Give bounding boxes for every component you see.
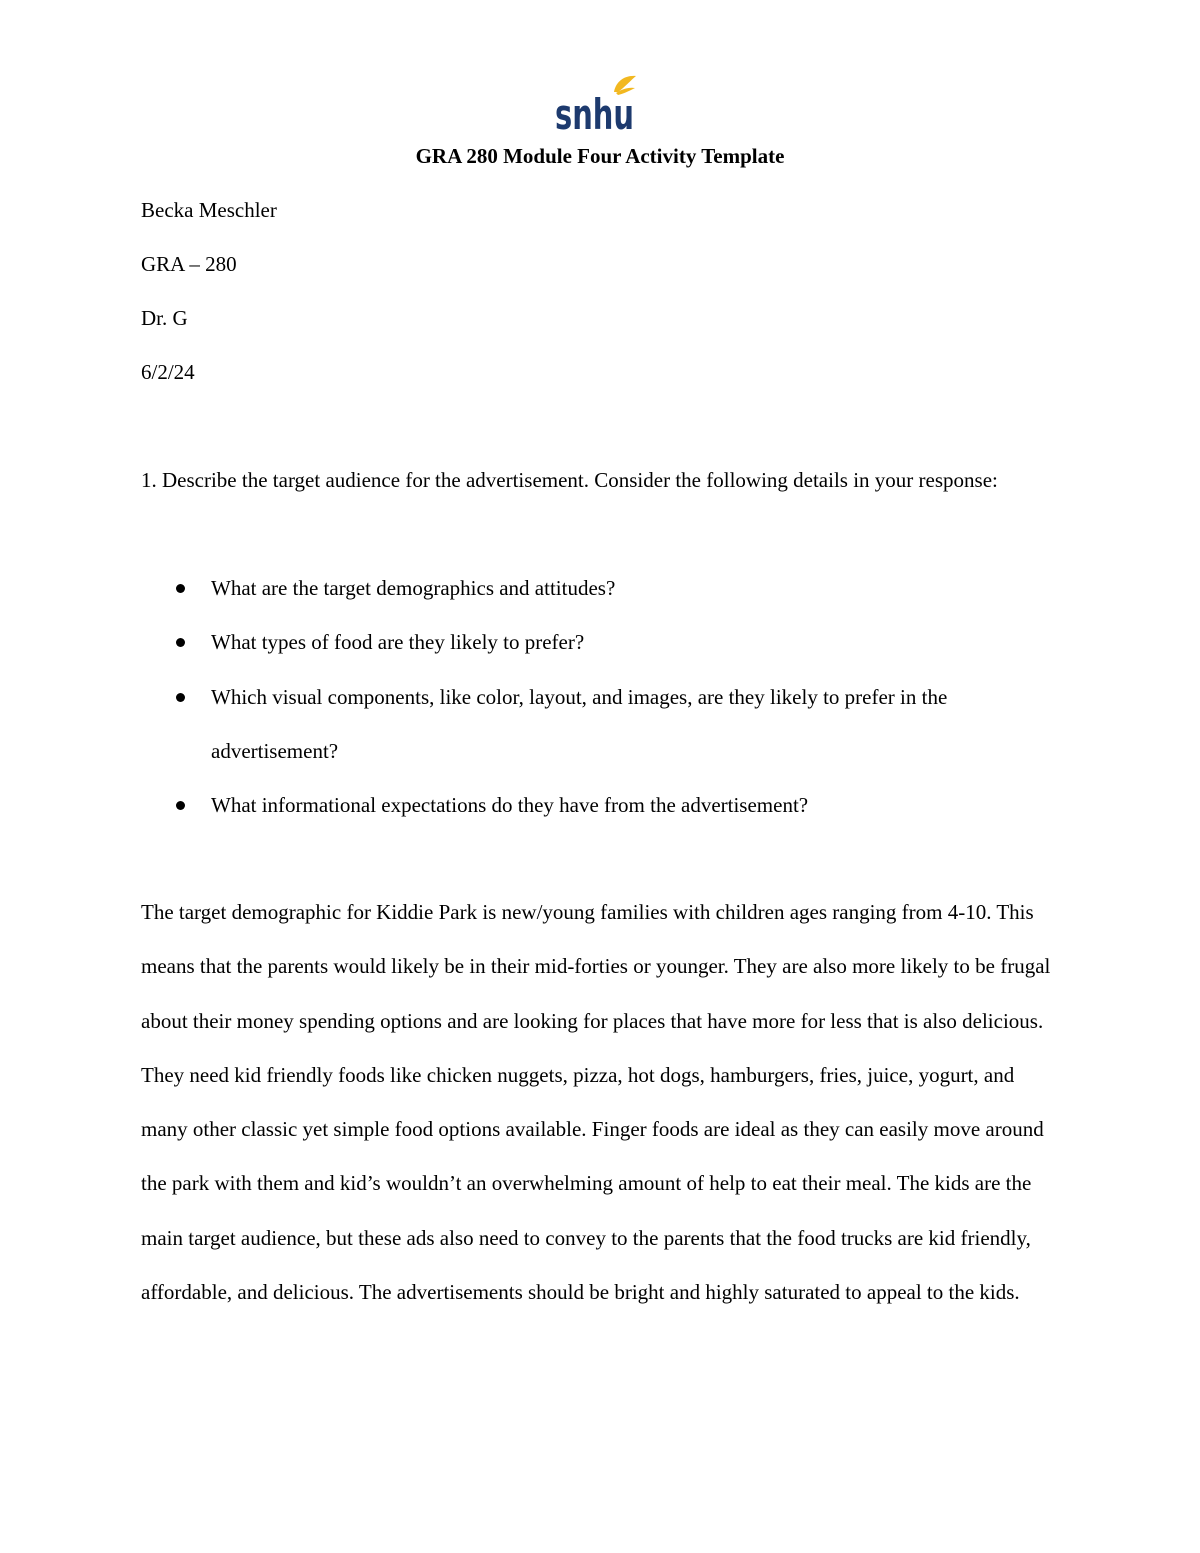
svg-text:snhu: snhu [555,90,634,139]
answer-paragraph: The target demographic for Kiddie Park is new/young families with children ages ranging from 4-10. This means that the parents would likely be in their mid-forties or younger. They are also more likely to be frugal about their money spending options and are looking for places that have more for less that is also delicious. They need kid friendly foods like chicken nuggets, pizza, hot dogs, hamburgers, fries, juice, yogurt, and many other classic yet simple food options available. Finger foods are ideal as they can easily move around the park with them and kid’s wouldn’t an overwhelming amount of help to eat their meal. The kids are the main target audience, but these ads also need to convey to the parents that the food trucks are kid friendly, affordable, and delicious. The advertisements should be bright and highly saturated to appeal to the kids. [141,900,1051,1305]
document-title: GRA 280 Module Four Activity Template [415,144,785,168]
bullet-text: What informational expectations do they have from the advertisement? [211,793,809,818]
snhu-logo [552,72,642,139]
instructor-name: Dr. G [141,306,188,330]
bullet-icon [176,801,185,810]
bullet-item [141,778,1061,832]
question-bullet-list [141,561,1061,832]
bullet-item [141,561,1061,615]
bullet-icon [176,638,185,647]
bullet-text: Which visual components, like color, layout, and images, are they likely to prefer in the advertisement? [211,684,948,763]
bullet-icon [176,584,185,593]
submission-date: 6/2/24 [141,360,195,384]
bullet-item [141,670,1061,779]
bullet-icon [176,693,185,702]
snhu-logo-graphic [552,72,642,139]
student-name: Becka Meschler [141,198,277,222]
course-code: GRA – 280 [141,252,237,276]
bullet-text: What are the target demographics and attitudes? [211,576,616,600]
bullet-item [141,615,1061,669]
question-prompt: 1. Describe the target audience for the advertisement. Consider the following details in your response: [141,468,998,492]
bullet-text: What types of food are they likely to prefer? [211,630,585,655]
